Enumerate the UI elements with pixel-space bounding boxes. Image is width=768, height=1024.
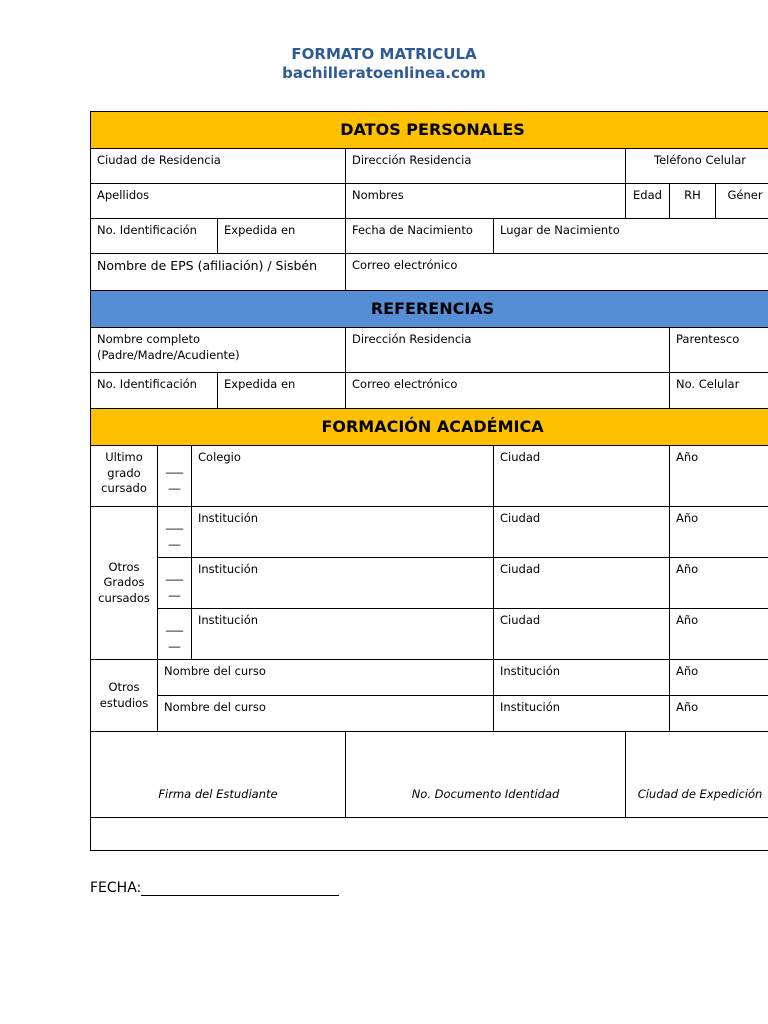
grado-blank-line1: ___ xyxy=(165,567,184,582)
correo-field[interactable]: Correo electrónico xyxy=(346,254,768,291)
ultimo-ciudad-field[interactable]: Ciudad xyxy=(494,446,670,507)
rh-field[interactable]: RH xyxy=(670,184,716,219)
documento-identidad-field[interactable]: No. Documento Identidad xyxy=(346,732,626,818)
ref-correo-field[interactable]: Correo electrónico xyxy=(346,373,670,409)
institucion-field[interactable]: Institución xyxy=(192,507,494,558)
site-name: bachilleratoenlinea.com xyxy=(282,64,486,82)
fecha-line[interactable] xyxy=(141,880,339,896)
ultimo-grado-line3: cursado xyxy=(101,481,147,496)
genero-field[interactable]: Géner xyxy=(716,184,768,219)
grado-blank[interactable] xyxy=(158,609,192,660)
curso-institucion-field[interactable]: Institución xyxy=(494,696,670,732)
ultimo-grado-line2: grado xyxy=(107,465,141,480)
curso-field[interactable]: Nombre del curso xyxy=(158,696,494,732)
ref-nombre-sublabel: (Padre/Madre/Acudiente) xyxy=(97,347,240,362)
ref-celular-field[interactable]: No. Celular xyxy=(670,373,768,409)
edad-field[interactable]: Edad xyxy=(626,184,670,219)
otros-grados-label xyxy=(91,507,158,660)
fecha-nacimiento-field[interactable]: Fecha de Nacimiento xyxy=(346,219,494,254)
otros-grados-line1: Otros xyxy=(108,559,140,574)
apellidos-field[interactable]: Apellidos xyxy=(91,184,346,219)
fecha-label: FECHA: xyxy=(90,880,142,896)
section-referencias: REFERENCIAS xyxy=(91,291,768,328)
ciudad-residencia-field[interactable]: Ciudad de Residencia xyxy=(91,149,346,184)
otros-grados-line2: Grados xyxy=(103,575,145,590)
grado-blank-line1: ___ xyxy=(165,618,184,633)
telefono-celular-field[interactable]: Teléfono Celular xyxy=(626,149,768,184)
section-datos-personales: DATOS PERSONALES xyxy=(91,112,768,149)
otros-ciudad-field[interactable]: Ciudad xyxy=(494,609,670,660)
grado-blank[interactable] xyxy=(158,507,192,558)
grado-blank[interactable] xyxy=(158,558,192,609)
institucion-field[interactable]: Institución xyxy=(192,609,494,660)
grado-blank-line1: ___ xyxy=(165,516,184,531)
grado-blank-line1: ___ xyxy=(165,460,184,475)
expedida-field[interactable]: Expedida en xyxy=(218,219,346,254)
grado-blank[interactable] xyxy=(158,446,192,507)
institucion-field[interactable]: Institución xyxy=(192,558,494,609)
grado-blank-line2: __ xyxy=(168,532,181,546)
colegio-field[interactable]: Colegio xyxy=(192,446,494,507)
ultimo-anio-field[interactable]: Año xyxy=(670,446,768,507)
curso-anio-field[interactable]: Año xyxy=(670,696,768,732)
direccion-residencia-field[interactable]: Dirección Residencia xyxy=(346,149,626,184)
ref-expedida-field[interactable]: Expedida en xyxy=(218,373,346,409)
curso-institucion-field[interactable]: Institución xyxy=(494,660,670,696)
ref-parentesco-field[interactable]: Parentesco xyxy=(670,328,768,373)
otros-anio-field[interactable]: Año xyxy=(670,507,768,558)
ref-identificacion-field[interactable]: No. Identificación xyxy=(91,373,218,409)
grado-blank-line2: __ xyxy=(168,583,181,597)
eps-field[interactable]: Nombre de EPS (afiliación) / Sisbén xyxy=(91,254,346,291)
blank-row xyxy=(91,818,768,851)
curso-field[interactable]: Nombre del curso xyxy=(158,660,494,696)
otros-estudios-line1: Otros xyxy=(108,679,140,694)
otros-anio-field[interactable]: Año xyxy=(670,558,768,609)
fecha-field[interactable] xyxy=(90,880,339,896)
otros-ciudad-field[interactable]: Ciudad xyxy=(494,507,670,558)
otros-grados-line3: cursados xyxy=(98,590,150,605)
grado-blank-line2: __ xyxy=(168,476,181,490)
form-title: FORMATO MATRICULA xyxy=(291,45,477,63)
nombres-field[interactable]: Nombres xyxy=(346,184,626,219)
enrollment-form xyxy=(90,111,768,851)
ref-direccion-field[interactable]: Dirección Residencia xyxy=(346,328,670,373)
grado-blank-line2: __ xyxy=(168,634,181,648)
section-formacion-academica: FORMACIÓN ACADÉMICA xyxy=(91,409,768,446)
lugar-nacimiento-field[interactable]: Lugar de Nacimiento xyxy=(494,219,768,254)
otros-estudios-label xyxy=(91,660,158,732)
curso-anio-field[interactable]: Año xyxy=(670,660,768,696)
ultimo-grado-label xyxy=(91,446,158,507)
ultimo-grado-line1: Ultimo xyxy=(105,450,143,464)
ref-nombre-label: Nombre completo xyxy=(97,332,201,346)
identificacion-field[interactable]: No. Identificación xyxy=(91,219,218,254)
otros-ciudad-field[interactable]: Ciudad xyxy=(494,558,670,609)
otros-estudios-line2: estudios xyxy=(99,695,149,710)
otros-anio-field[interactable]: Año xyxy=(670,609,768,660)
firma-estudiante-field[interactable]: Firma del Estudiante xyxy=(91,732,346,818)
ref-nombre-field[interactable] xyxy=(91,328,346,373)
ciudad-expedicion-field[interactable]: Ciudad de Expedición xyxy=(626,732,768,818)
